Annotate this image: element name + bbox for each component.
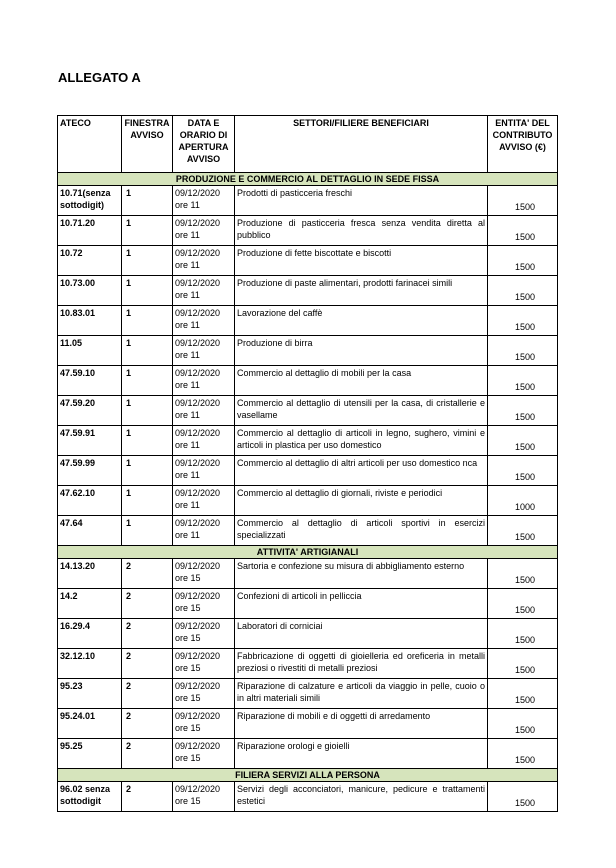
- table-row: [58, 216, 558, 246]
- sector-description: Prodotti di pasticceria freschi: [235, 186, 488, 216]
- sector-description: Commercio al dettaglio di articoli in legno, sughero, vimini e articoli in plastica per uso domestico: [235, 426, 488, 456]
- finestra-value: 1: [122, 516, 173, 546]
- opening-time: ore 15: [175, 796, 201, 806]
- opening-date: 09/12/2020: [175, 338, 221, 348]
- date-cell: [173, 619, 235, 649]
- opening-date: 09/12/2020: [175, 278, 221, 288]
- opening-date: 09/12/2020: [175, 681, 221, 691]
- sector-description: Commercio al dettaglio di articoli sportivi in esercizi specializzati: [235, 516, 488, 546]
- finestra-value: 1: [122, 426, 173, 456]
- ateco-code: 47.62.10: [58, 486, 122, 516]
- ateco-code: 14.13.20: [58, 559, 122, 589]
- table-row: [58, 336, 558, 366]
- opening-date: 09/12/2020: [175, 458, 221, 468]
- finestra-value: 1: [122, 366, 173, 396]
- sector-description: Lavorazione del caffè: [235, 306, 488, 336]
- date-cell: [173, 679, 235, 709]
- table-row: [58, 679, 558, 709]
- contribution-amount: 1500: [488, 649, 558, 679]
- sector-description: Sartoria e confezione su misura di abbigliamento esterno: [235, 559, 488, 589]
- section-title: ATTIVITA' ARTIGIANALI: [58, 546, 558, 559]
- date-cell: [173, 739, 235, 769]
- contribution-amount: 1500: [488, 336, 558, 366]
- date-cell: [173, 336, 235, 366]
- opening-date: 09/12/2020: [175, 621, 221, 631]
- opening-date: 09/12/2020: [175, 368, 221, 378]
- finestra-value: 1: [122, 456, 173, 486]
- ateco-code: 11.05: [58, 336, 122, 366]
- sector-description: Commercio al dettaglio di utensili per la casa, di cristallerie e vasellame: [235, 396, 488, 426]
- finestra-value: 1: [122, 276, 173, 306]
- date-cell: [173, 396, 235, 426]
- table-row: [58, 186, 558, 216]
- ateco-code: 32.12.10: [58, 649, 122, 679]
- finestra-value: 1: [122, 186, 173, 216]
- finestra-value: 1: [122, 216, 173, 246]
- ateco-code: 95.23: [58, 679, 122, 709]
- ateco-code: 47.59.99: [58, 456, 122, 486]
- header-entita: ENTITA' DEL CONTRIBUTO AVVISO (€): [488, 116, 558, 173]
- opening-time: ore 11: [175, 470, 200, 480]
- contribution-amount: 1500: [488, 679, 558, 709]
- contribution-amount: 1500: [488, 589, 558, 619]
- sector-description: Produzione di birra: [235, 336, 488, 366]
- contribution-amount: 1500: [488, 396, 558, 426]
- document-title: ALLEGATO A: [58, 70, 141, 85]
- table-row: [58, 619, 558, 649]
- table-row: [58, 396, 558, 426]
- opening-time: ore 15: [175, 573, 201, 583]
- date-cell: [173, 782, 235, 812]
- opening-time: ore 11: [175, 200, 200, 210]
- ateco-code: 47.59.91: [58, 426, 122, 456]
- opening-date: 09/12/2020: [175, 561, 221, 571]
- contribution-amount: 1500: [488, 306, 558, 336]
- opening-date: 09/12/2020: [175, 308, 221, 318]
- table-row: [58, 456, 558, 486]
- ateco-code: 47.64: [58, 516, 122, 546]
- table-row: [58, 559, 558, 589]
- table-row: [58, 649, 558, 679]
- opening-date: 09/12/2020: [175, 591, 221, 601]
- table-row: [58, 589, 558, 619]
- ateco-code: 95.25: [58, 739, 122, 769]
- date-cell: [173, 366, 235, 396]
- contribution-amount: 1500: [488, 186, 558, 216]
- opening-time: ore 11: [175, 230, 200, 240]
- section-title: FILIERA SERVIZI ALLA PERSONA: [58, 769, 558, 782]
- finestra-value: 1: [122, 486, 173, 516]
- table-row: [58, 246, 558, 276]
- finestra-value: 1: [122, 396, 173, 426]
- contribution-amount: 1500: [488, 516, 558, 546]
- header-finestra: FINESTRA AVVISO: [122, 116, 173, 173]
- opening-time: ore 15: [175, 603, 201, 613]
- ateco-code: 14.2: [58, 589, 122, 619]
- opening-time: ore 11: [175, 380, 200, 390]
- contribution-amount: 1500: [488, 739, 558, 769]
- date-cell: [173, 426, 235, 456]
- opening-date: 09/12/2020: [175, 218, 221, 228]
- ateco-code: 10.71.20: [58, 216, 122, 246]
- ateco-code: 95.24.01: [58, 709, 122, 739]
- finestra-value: 2: [122, 619, 173, 649]
- sector-description: Riparazione orologi e gioielli: [235, 739, 488, 769]
- header-ateco: ATECO: [58, 116, 122, 173]
- sector-description: Laboratori di corniciai: [235, 619, 488, 649]
- opening-time: ore 11: [175, 530, 200, 540]
- date-cell: [173, 649, 235, 679]
- ateco-code: 47.59.20: [58, 396, 122, 426]
- table-row: [58, 739, 558, 769]
- ateco-code: 10.83.01: [58, 306, 122, 336]
- sector-description: Produzione di paste alimentari, prodotti farinacei simili: [235, 276, 488, 306]
- table-row: [58, 426, 558, 456]
- opening-date: 09/12/2020: [175, 248, 221, 258]
- finestra-value: 1: [122, 306, 173, 336]
- finestra-value: 2: [122, 679, 173, 709]
- sector-description: Commercio al dettaglio di altri articoli per uso domestico nca: [235, 456, 488, 486]
- opening-date: 09/12/2020: [175, 428, 221, 438]
- table-row: [58, 486, 558, 516]
- finestra-value: 2: [122, 649, 173, 679]
- opening-date: 09/12/2020: [175, 784, 221, 794]
- sector-description: Confezioni di articoli in pelliccia: [235, 589, 488, 619]
- contribution-amount: 1500: [488, 456, 558, 486]
- opening-time: ore 15: [175, 753, 201, 763]
- opening-time: ore 11: [175, 440, 200, 450]
- sector-description: Produzione di pasticceria fresca senza vendita diretta al pubblico: [235, 216, 488, 246]
- opening-time: ore 15: [175, 633, 201, 643]
- contribution-amount: 1500: [488, 216, 558, 246]
- table-row: [58, 306, 558, 336]
- date-cell: [173, 456, 235, 486]
- date-cell: [173, 589, 235, 619]
- date-cell: [173, 246, 235, 276]
- opening-date: 09/12/2020: [175, 651, 221, 661]
- opening-time: ore 11: [175, 500, 200, 510]
- date-cell: [173, 709, 235, 739]
- contribution-amount: 1500: [488, 709, 558, 739]
- finestra-value: 2: [122, 739, 173, 769]
- date-cell: [173, 276, 235, 306]
- finestra-value: 1: [122, 246, 173, 276]
- contribution-amount: 1500: [488, 366, 558, 396]
- date-cell: [173, 186, 235, 216]
- ateco-code: 16.29.4: [58, 619, 122, 649]
- date-cell: [173, 486, 235, 516]
- contribution-amount: 1500: [488, 559, 558, 589]
- sector-description: Riparazione di calzature e articoli da viaggio in pelle, cuoio o in altri materiali simili: [235, 679, 488, 709]
- ateco-code: 10.71(senza sottodigit): [58, 186, 122, 216]
- section-title: PRODUZIONE E COMMERCIO AL DETTAGLIO IN SEDE FISSA: [58, 173, 558, 186]
- section-row: [58, 173, 558, 186]
- sector-description: Commercio al dettaglio di giornali, riviste e periodici: [235, 486, 488, 516]
- ateco-code: 10.72: [58, 246, 122, 276]
- opening-date: 09/12/2020: [175, 711, 221, 721]
- header-settori: SETTORI/FILIERE BENEFICIARI: [235, 116, 488, 173]
- date-cell: [173, 306, 235, 336]
- finestra-value: 2: [122, 709, 173, 739]
- opening-time: ore 11: [175, 410, 200, 420]
- opening-time: ore 15: [175, 693, 201, 703]
- sectors-table: [57, 115, 558, 812]
- table-row: [58, 276, 558, 306]
- contribution-amount: 1500: [488, 246, 558, 276]
- table-row: [58, 782, 558, 812]
- finestra-value: 2: [122, 589, 173, 619]
- finestra-value: 2: [122, 559, 173, 589]
- table-row: [58, 709, 558, 739]
- date-cell: [173, 559, 235, 589]
- contribution-amount: 1500: [488, 619, 558, 649]
- table-row: [58, 366, 558, 396]
- opening-date: 09/12/2020: [175, 398, 221, 408]
- section-row: [58, 769, 558, 782]
- opening-date: 09/12/2020: [175, 518, 221, 528]
- ateco-code: 47.59.10: [58, 366, 122, 396]
- sector-description: Commercio al dettaglio di mobili per la casa: [235, 366, 488, 396]
- contribution-amount: 1500: [488, 782, 558, 812]
- opening-date: 09/12/2020: [175, 488, 221, 498]
- sector-description: Servizi degli acconciatori, manicure, pedicure e trattamenti estetici: [235, 782, 488, 812]
- opening-time: ore 11: [175, 320, 200, 330]
- contribution-amount: 1000: [488, 486, 558, 516]
- opening-date: 09/12/2020: [175, 188, 221, 198]
- opening-time: ore 11: [175, 260, 200, 270]
- opening-time: ore 15: [175, 723, 201, 733]
- sector-description: Produzione di fette biscottate e biscotti: [235, 246, 488, 276]
- date-cell: [173, 516, 235, 546]
- sector-description: Fabbricazione di oggetti di gioielleria ed oreficeria in metalli preziosi o rivestiti di metalli preziosi: [235, 649, 488, 679]
- contribution-amount: 1500: [488, 426, 558, 456]
- section-row: [58, 546, 558, 559]
- sector-description: Riparazione di mobili e di oggetti di arredamento: [235, 709, 488, 739]
- opening-time: ore 11: [175, 290, 200, 300]
- ateco-code: 10.73.00: [58, 276, 122, 306]
- opening-time: ore 11: [175, 350, 200, 360]
- header-row: [58, 116, 558, 173]
- finestra-value: 2: [122, 782, 173, 812]
- contribution-amount: 1500: [488, 276, 558, 306]
- finestra-value: 1: [122, 336, 173, 366]
- opening-date: 09/12/2020: [175, 741, 221, 751]
- table-row: [58, 516, 558, 546]
- opening-time: ore 15: [175, 663, 201, 673]
- date-cell: [173, 216, 235, 246]
- ateco-code: 96.02 senza sottodigit: [58, 782, 122, 812]
- header-data: DATA E ORARIO DI APERTURA AVVISO: [173, 116, 235, 173]
